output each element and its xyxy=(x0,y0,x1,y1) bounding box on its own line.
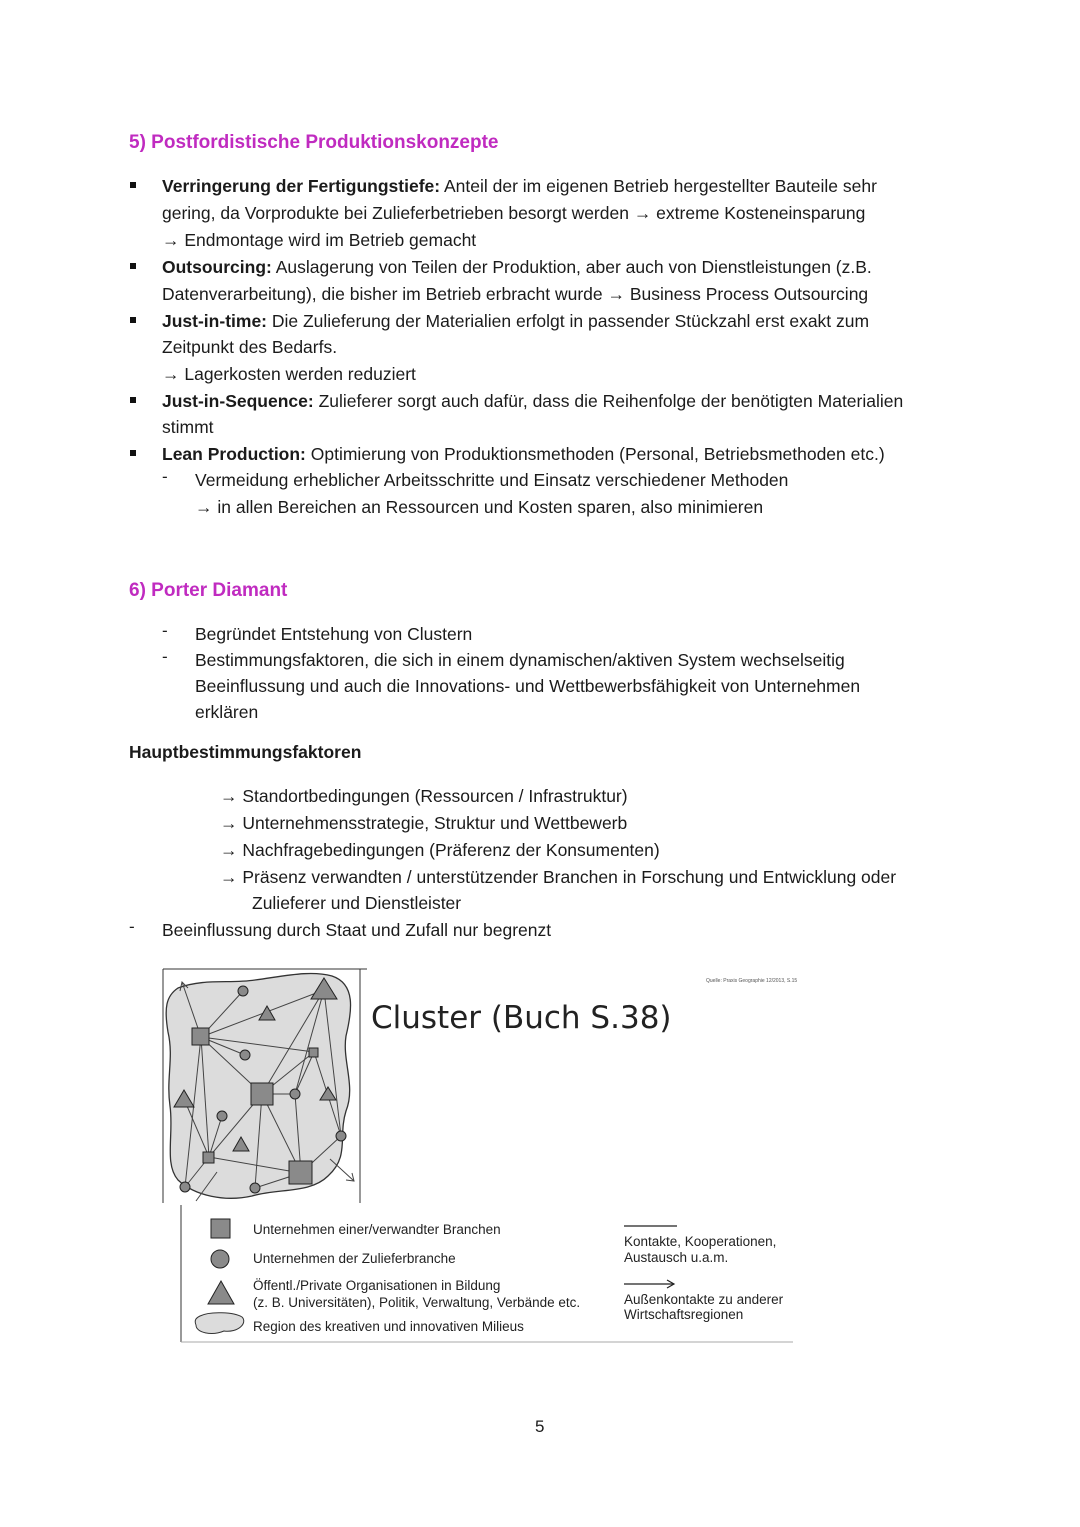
square-node xyxy=(203,1152,214,1163)
dash-marker: - xyxy=(129,917,135,936)
subheading: Hauptbestimmungsfaktoren xyxy=(129,742,362,762)
cluster-diagram xyxy=(160,966,370,1206)
item-text: Zulieferer sorgt auch dafür, dass die Reihenfolge der benötigten Materialien xyxy=(313,391,904,411)
factor-line: → Standortbedingungen (Ressourcen / Infrastruktur) xyxy=(220,786,628,806)
figure-source: Quelle: Praxis Geographie 12/2013, S.15 xyxy=(706,978,798,984)
list-item-line: Beeinflussung durch Staat und Zufall nur begrenzt xyxy=(162,920,552,940)
legend-arrow-label: Wirtschaftsregionen xyxy=(624,1307,744,1322)
legend-triangle-label: (z. B. Universitäten), Politik, Verwaltung, Verbände etc. xyxy=(253,1295,581,1310)
list-item-line: Begründet Entstehung von Clustern xyxy=(195,624,473,644)
bullet-square xyxy=(130,397,136,403)
list-item-line: Beeinflussung und auch die Innovations- und Wettbewerbsfähigkeit von Unternehmen xyxy=(195,676,861,696)
list-item-line xyxy=(162,173,877,199)
list-item-line: Datenverarbeitung), die bisher im Betrieb erbracht wurde → Business Process Outsourcing xyxy=(162,284,869,304)
legend-line-label: Austausch u.a.m. xyxy=(624,1250,729,1265)
factor-line: → Unternehmensstrategie, Struktur und Wettbewerb xyxy=(220,813,628,833)
list-item-line xyxy=(162,308,869,334)
factor-line: → Nachfragebedingungen (Präferenz der Konsumenten) xyxy=(220,840,660,860)
legend-triangle-label: Öffentl./Private Organisationen in Bildung xyxy=(253,1278,501,1293)
circle-node xyxy=(238,986,248,996)
bullet-square xyxy=(130,263,136,269)
bullet-square xyxy=(130,317,136,323)
list-item-line: stimmt xyxy=(162,417,214,437)
item-text: Die Zulieferung der Materialien erfolgt in passender Stückzahl erst exakt zum xyxy=(267,311,870,331)
circle-node xyxy=(180,1182,190,1192)
page-number: 5 xyxy=(535,1417,545,1436)
legend-square-label: Unternehmen einer/verwandter Branchen xyxy=(253,1222,501,1237)
list-item-line xyxy=(162,388,903,414)
legend-region-label: Region des kreativen und innovativen Milieus xyxy=(253,1319,524,1334)
legend-circle-label: Unternehmen der Zulieferbranche xyxy=(253,1251,456,1266)
square-node xyxy=(289,1161,312,1184)
factor-line: → Präsenz verwandten / unterstützender Branchen in Forschung und Entwicklung oder xyxy=(220,867,897,887)
list-item-line: erklären xyxy=(195,702,259,722)
circle-node xyxy=(250,1183,260,1193)
square-node xyxy=(309,1048,318,1057)
list-item-line: gering, da Vorprodukte bei Zulieferbetrieben besorgt werden → extreme Kosteneinsparung xyxy=(162,203,866,223)
item-text: Auslagerung von Teilen der Produktion, aber auch von Dienstleistungen (z.B. xyxy=(271,257,872,277)
factor-line: Zulieferer und Dienstleister xyxy=(252,893,462,913)
term: Verringerung der Fertigungstiefe: xyxy=(162,176,441,196)
section-heading-6: 6) Porter Diamant xyxy=(129,580,288,601)
square-node xyxy=(192,1028,209,1045)
term: Just-in-Sequence: xyxy=(162,391,314,411)
legend-line-label: Kontakte, Kooperationen, xyxy=(624,1234,777,1249)
list-item-line: Zeitpunkt des Bedarfs. xyxy=(162,337,338,357)
legend-arrow-label: Außenkontakte zu anderer xyxy=(624,1292,784,1307)
legend-square-icon xyxy=(211,1219,230,1238)
circle-node xyxy=(217,1111,227,1121)
section-heading-5: 5) Postfordistische Produktionskonzepte xyxy=(129,132,499,153)
circle-node xyxy=(240,1050,250,1060)
list-item-line: Bestimmungsfaktoren, die sich in einem dynamischen/aktiven System wechselseitig xyxy=(195,650,845,670)
square-node xyxy=(251,1083,273,1105)
legend-region-icon xyxy=(195,1313,244,1334)
term: Just-in-time: xyxy=(162,311,267,331)
list-item-line: → in allen Bereichen an Ressourcen und Kosten sparen, also minimieren xyxy=(195,497,764,517)
list-item-line: → Lagerkosten werden reduziert xyxy=(162,364,416,384)
term: Lean Production: xyxy=(162,444,306,464)
dash-marker: - xyxy=(162,647,168,666)
list-item-line xyxy=(162,254,872,280)
figure-title: Cluster (Buch S.38) xyxy=(371,1000,672,1036)
bullet-square xyxy=(130,450,136,456)
circle-node xyxy=(336,1131,346,1141)
item-text: Anteil der im eigenen Betrieb hergestellter Bauteile sehr xyxy=(440,176,877,196)
bullet-square xyxy=(130,182,136,188)
list-item-line: Vermeidung erheblicher Arbeitsschritte und Einsatz verschiedener Methoden xyxy=(195,470,789,490)
item-text: Optimierung von Produktionsmethoden (Personal, Betriebsmethoden etc.) xyxy=(305,444,885,464)
dash-marker: - xyxy=(162,467,168,486)
dash-marker: - xyxy=(162,621,168,640)
list-item-line: → Endmontage wird im Betrieb gemacht xyxy=(162,230,477,250)
list-item-line xyxy=(162,441,885,467)
legend-circle-icon xyxy=(211,1250,229,1268)
legend-triangle-icon xyxy=(208,1281,234,1304)
circle-node xyxy=(290,1089,300,1099)
term: Outsourcing: xyxy=(162,257,272,277)
